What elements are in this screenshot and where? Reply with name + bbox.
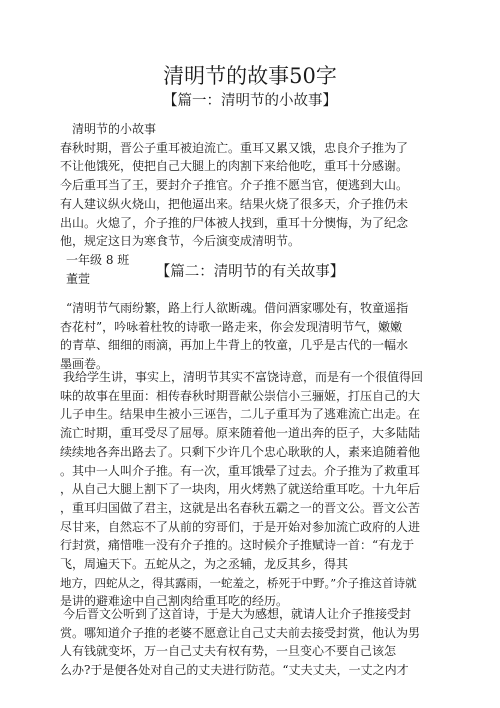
section2-heading: 【篇二：清明节的有关故事】: [155, 264, 345, 280]
section2-line: 今后晋文公听到了这首诗，于是大为感想，就请人让介子推接受封: [63, 607, 412, 621]
section1-line: 有人建议纵火烧山，把他逼出来。结果火烧了很多天，介子推仍未: [60, 196, 409, 211]
section2-line: 尽甘来，自然忘不了从前的穷哥们，于是开始对参加流亡政府的人进: [60, 519, 421, 534]
section1-line: 今后重耳当了王，要封介子推官。介子推不愿当官，便逃到大山。: [60, 178, 409, 193]
section2-line: 么办?于是便各处对自己的丈夫进行防范。“丈夫丈夫，一丈之内才: [60, 663, 409, 678]
section1-line: 春秋时期，晋公子重耳被迫流亡。重耳又累又饿，忠良介子推为了: [60, 140, 409, 155]
section1-line: 不让他饿死，使把自己大腿上的肉割下来给他吃，重耳十分感谢。: [60, 159, 409, 174]
section2-line: 人有钱就变坏，万一自己丈夫有权有势，一旦变心不要自己该怎: [60, 644, 397, 659]
section1-line: 他，规定这日为寒食节，今后演变成清明节。: [60, 234, 301, 249]
section1-line: 一年级 8 班: [66, 252, 130, 267]
section2-line: 。其中一人叫介子推。有一次，重耳饿晕了过去。介子推为了救重耳: [60, 463, 421, 478]
section2-line: 墨画卷。: [60, 357, 109, 372]
section2-line: 儿子申生。结果申生被小三诬告，二儿子重耳为了逃难流亡出走。在: [60, 407, 421, 422]
section2-line: “清明节气雨纷繁，路上行人欲断魂。借问酒家哪处有，牧童遥指: [66, 301, 409, 315]
section2-line: 行封赏，痛惜唯一没有介子推的。这时候介子推赋诗一首：“有龙于: [60, 538, 415, 553]
section2-line: 续续地各奔出路去了。只剩下少许几个忠心耿耿的人，素来追随着他: [60, 444, 421, 459]
section2-line: 飞，周遍天下。五蛇从之，为之丞辅，龙反其乡，得其: [60, 557, 349, 572]
section1-heading: 【篇一：清明节的小故事】: [163, 93, 337, 109]
section2-line: 是讲的避难途中自己割肉给重耳吃的经历。: [60, 594, 289, 609]
section2-line: ，重耳归国做了君主，这就是出名春秋五霸之一的晋文公。晋文公苦: [60, 500, 421, 515]
document-title: 清明节的故事50字: [163, 64, 337, 88]
section1-line: 出山。火熄了，介子推的尸体被人找到，重耳十分懊悔，为了纪念: [60, 215, 409, 230]
section1-line: 清明节的小故事: [72, 122, 157, 136]
section2-paragraph-3: [60, 605, 440, 680]
section2-line: 的青草、细细的雨滴，再加上牛背上的牧童，几乎是古代的一幅水: [60, 338, 409, 353]
section2-line: 流亡时期，重耳受尽了屈辱。原来随着他一道出奔的臣子，大多陆陆: [60, 426, 421, 441]
section2-line: ，从自己大腿上割下了一块肉，用火烤熟了就送给重耳吃。十九年后: [60, 482, 421, 497]
section2-line: 地方，四蛇从之，得其露雨，一蛇羞之，桥死于中野。”介子推这首诗就: [60, 575, 417, 590]
section2-paragraph-2: [60, 368, 440, 611]
section2-line: 我给学生讲，事实上，清明节其实不富饶诗意，而是有一个很值得回: [63, 370, 424, 384]
section2-paragraph-1: [60, 299, 440, 374]
section2-line: 味的故事在里面：相传春秋时期晋献公崇信小三骊姬，打压自己的大: [60, 388, 421, 403]
section1-line: 董萱: [66, 271, 91, 286]
section2-line: 赏。哪知道介子推的老婆不愿意让自己丈夫前去接受封赏，他认为男: [60, 625, 421, 640]
section2-line: 杏花村”，吟咏着杜牧的诗歌一路走来，你会发现清明节气，嫩嫩: [60, 319, 403, 334]
